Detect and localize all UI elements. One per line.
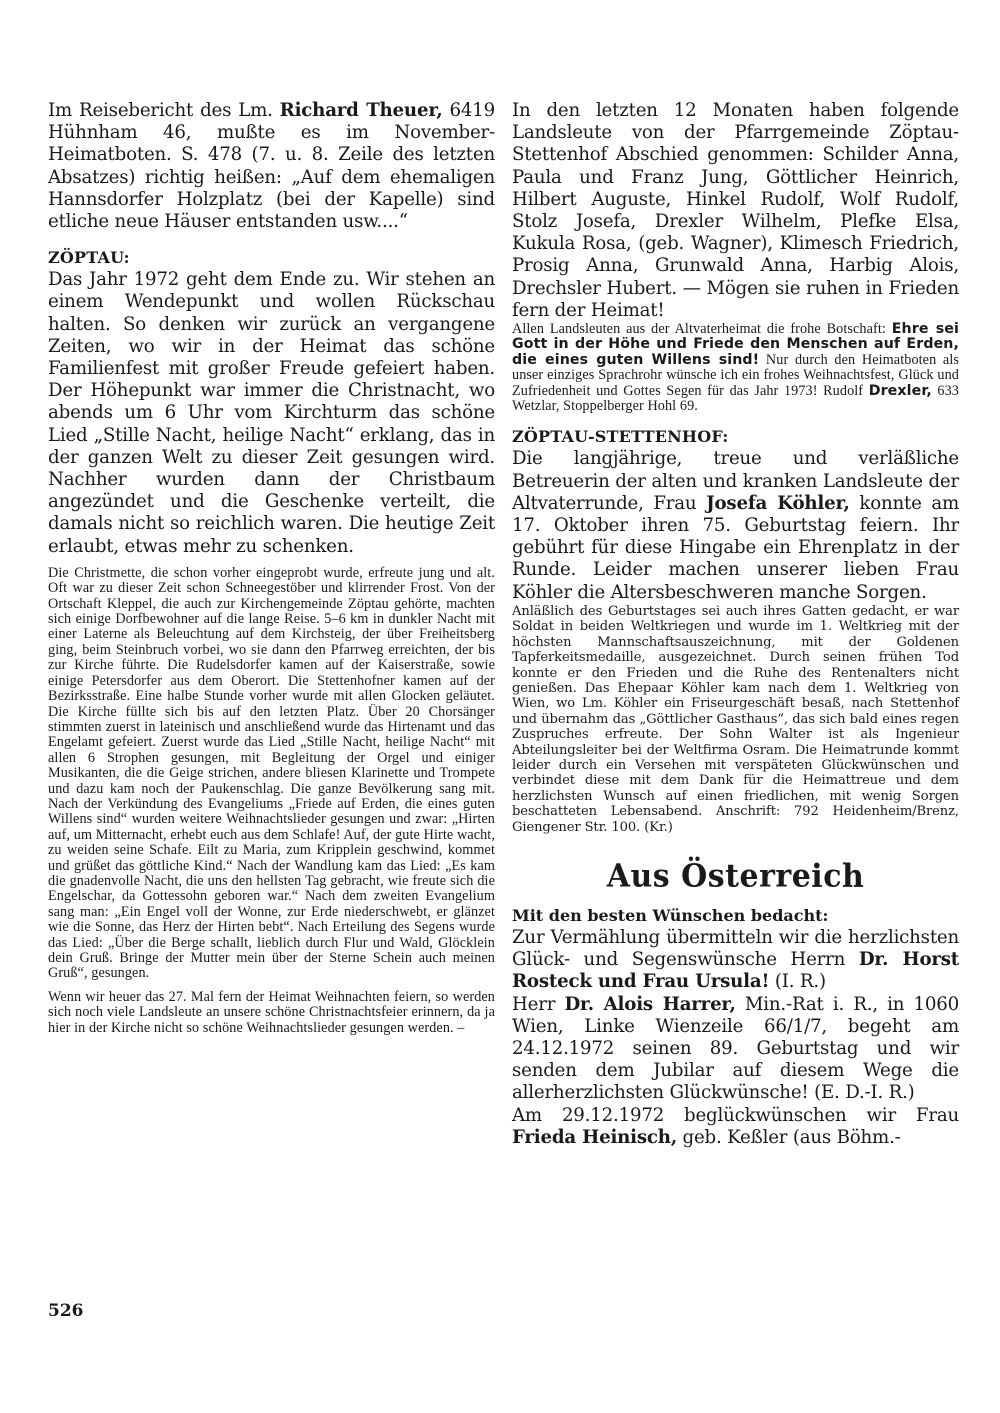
greeting-bold: Ehre sei Gott in der Höhe und Friede den Menschen auf Erden, die eines guten Willens sind! [512, 321, 959, 368]
birthday-name: Josefa Köhler, [706, 492, 850, 514]
intro-paragraph: Das Jahr 1972 geht dem Ende zu. Wir stehen an einem Wendepunkt und wollen Rückschau halten. So denken wir zurück an vergangene Zeiten, wo wir in der Heimat das schöne Familienfest mit großer Freude gefeiert haben. Der Höhepunkt war immer die Christnacht, wo abends um 6 Uhr vom Kirchturm das schöne Lied „Stille Nacht, heilige Nacht“ erklang, das in der ganzen Welt zu dieser Zeit gesungen wird. Nachher wurden dann der Christbaum angezündet und die Geschenke verteilt, die damals nicht so reichlich waren. Die heutige Zeit erlaubt, etwas mehr zu schenken. [48, 269, 495, 557]
austria-heading: Aus Österreich [606, 858, 865, 895]
left-column [48, 100, 495, 1036]
harrer-paragraph: Herr Dr. Alois Harrer, Min.-Rat i. R., in 1060 Wien, Linke Wienzeile 66/1/7, begeht am 24.12.1972 seinen 89. Geburtstag und wir senden dem Jubilar auf diesem Wege die allerherzlichsten Glückwünsche! (E. D.-I. R.) [512, 993, 960, 1104]
section-heading-zoeptau: ZÖPTAU: [48, 248, 130, 268]
christmette-paragraph: Die Christmette, die schon vorher eingeprobt wurde, erfreute jung und alt. Oft war zu dieser Zeit schon Schneegestöber und klirrender Frost. Von der Ortschaft Kleppel, die auch zur Kirchengemeinde Zöptau gehörte, machten sich einige Dorfbewohner auf die lange Reise. 5–6 km in dunkler Nacht mit einer Laterne als Beleuchtung auf dem Kirchsteig, der über Freiheitsberg ging, beim Steinbruch vorbei, wo sie dann den Pfarrweg erreichten, der bis zur Kirche führte. Die Rudelsdorfer kamen auf der Kaiserstraße, sowie einige Petersdorfer aus dem Oberort. Die Stettenhofner kamen auf der Bezirksstraße. Eine halbe Stunde vorher wurde mit allen Glocken geläutet. Die Kirche füllte sich bis auf den letzten Platz. Über 20 Chorsänger stimmten zuerst in lateinisch und anschließend wurde das Hirtenamt und das Engelamt gefeiert. Zuerst wurde das Lied „Stille Nacht, heilige Nacht“ mit allen 6 Strophen gesungen, mit Begleitung der Orgel und einiger Musikanten, die die Geige strichen, andere bliesen Klarinette und Trompete und dazu kam noch der Paukenschlag. Die ganze Bevölkerung sang mit. Nach der Verkündung des Evangeliums „Friede auf Erden, die eines guten Willens sind“ wurden weitere Weihnachtslieder gesungen und zwar: „Hirten auf, um Mitternacht, erhebt euch aus dem Schlafe! Auf, der gute Hirte wacht, zu weiden seine Schafe. Eilt zu Maria, zum Kripplein geschwind, kommet und grüßet das göttliche Kind.“ Nach der Wandlung kam das Lied: „Es kam die gnadenvolle Nacht, die uns den hellsten Tag gebracht, wie freute sich die Engelschar, da Gottessohn geboren war.“ Nach dem zweiten Evangelium sang man: „Ein Engel voll der Wonne, zur Erde niederschwebt, er glänzet wie die Sonne, das Herz der Hirten bebt“. Nach Erteilung des Segens wurde das Lied: „Über die Berge schallt, lieblich durch Flur und Wald, Glöcklein dein Gruß. Bringe der Mutter mein über der Sterne Schein auch meinen Gruß“, gesungen. [48, 564, 495, 982]
greeting-signature-name: Drexler, [868, 382, 932, 399]
austria-subheading: Mit den besten Wünschen bedacht: [512, 905, 829, 925]
correction-notice: Im Reisebericht des Lm. Richard Theuer, 6419 Hühnham 46, mußte es im November-Heimatboten. S. 478 (7. u. 8. Zeile des letzten Absatzes) richtig heißen: „Auf dem ehemaligen Hannsdorfer Holzplatz (bei der Kapelle) sind etliche neue Häuser entstanden usw....“ [48, 100, 495, 233]
harrer-name: Dr. Alois Harrer, [564, 993, 736, 1015]
page-number: 526 [48, 1301, 84, 1321]
birthday-paragraph: Die langjährige, treue und verläßliche Betreuerin der alten und kranken Landsleute der Altvaterrunde, Frau Josefa Köhler, konnte am 17. Oktober ihren 75. Geburtstag feiern. Ihr gebührt für diese Hingabe ein Ehrenplatz in der Runde. Leider machen unserer lieben Frau Köhler die Altersbeschweren manche Sorgen. [512, 448, 960, 603]
right-column [512, 100, 959, 1149]
christmas-greeting: Allen Landsleuten aus der Altvaterheimat die frohe Botschaft: Ehre sei Gott in der Höhe und Friede den Menschen auf Erden, die eines guten Willens sind! Nur durch den Heimatboten als unser einziges Sprachrohr wünsche ich ein frohes Weihnachtsfest, Glück und Zufriedenheit und Gottes Segen für das Jahr 1973! Rudolf Drexler, 633 Wetzlar, Stoppelberger Hohl 69. [512, 321, 959, 415]
heinisch-paragraph: Am 29.12.1972 beglückwünschen wir Frau Frieda Heinisch, geb. Keßler (aus Böhm.- [512, 1104, 959, 1148]
section-heading-stettenhof: ZÖPTAU-STETTENHOF: [512, 427, 729, 447]
heinisch-name: Frieda Heinisch, [512, 1126, 677, 1148]
closing-paragraph: Wenn wir heuer das 27. Mal fern der Heimat Weihnachten feiern, so werden sich noch viele Landsleute an unsere schöne Christnachtsfeier erinnern, da ja hier in der Kirche nicht so schöne Weihnachtslieder gesungen werden. – [48, 988, 495, 1036]
wedding-names: Dr. Horst Rosteck und Frau Ursula! [512, 949, 959, 993]
obituary-paragraph: In den letzten 12 Monaten haben folgende Landsleute von der Pfarrgemeinde Zöptau-Stettenhof Abschied genommen: Schilder Anna, Paula und Franz Jung, Göttlicher Heinrich, Hilbert Auguste, Hinkel Rudolf, Wolf Rudolf, Stolz Josefa, Drexler Wilhelm, Plefke Elsa, Kukula Rosa, (geb. Wagner), Klimesch Friedrich, Prosig Anna, Grunwald Anna, Harbig Alois, Drechsler Hubert. — Mögen sie ruhen in Frieden fern der Heimat! [512, 100, 959, 321]
correction-name: Richard Theuer, [279, 100, 443, 121]
wedding-paragraph: Zur Vermählung übermitteln wir die herzlichsten Glück- und Segenswünsche Herrn Dr. Horst Rosteck und Frau Ursula! (I. R.) [512, 926, 959, 993]
husband-paragraph: Anläßlich des Geburtstages sei auch ihres Gatten gedacht, er war Soldat in beiden Weltkriegen und wurde im 1. Weltkrieg mit der höchsten Mannschaftsauszeichnung, mit der Goldenen Tapferkeitsmedaille, ausgezeichnet. Durch seinen frühen Tod konnte er den Frieden und die Ruhe des Rentenalters nicht genießen. Das Ehepaar Köhler kam nach dem 1. Weltkrieg von Wien, wo Lm. Köhler ein Friseurgeschäft besaß, nach Stettenhof und übernahm das „Göttlicher Gasthaus“, das sich bald eines regen Zuspruches erfreute. Der Sohn Walter ist als Ingenieur Abteilungsleiter bei der Weltfirma Osram. Die Heimatrunde kommt leider durch ein Versehen mit verspäteten Glückwünschen und verbindet diese mit dem Dank für die Heimattreue und dem herzlichsten Wunsch auf einen friedlichen, mit wenig Sorgen beschatteten Lebensabend. Anschrift: 792 Heidenheim/Brenz, Giengener Str. 100. (Kr.) [512, 603, 959, 835]
